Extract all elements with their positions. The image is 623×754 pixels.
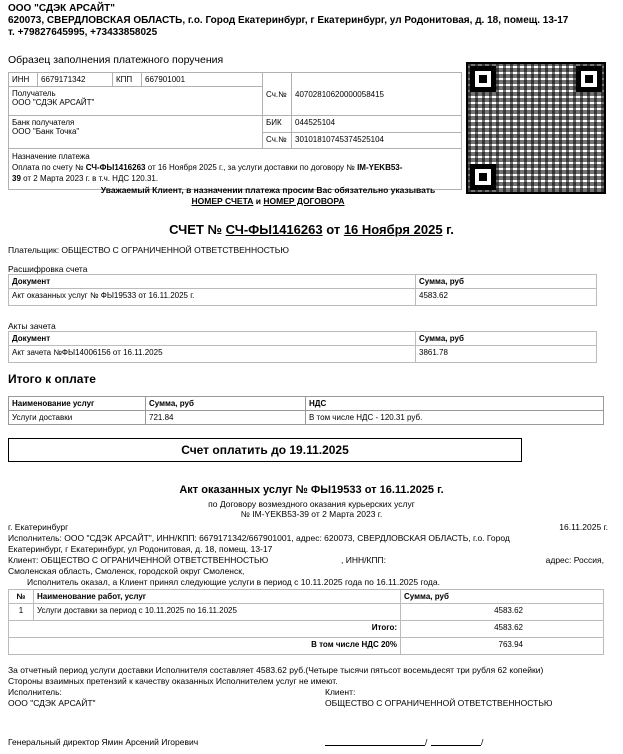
director: Генеральный директор Ямин Арсений Игоревич xyxy=(8,737,199,747)
offset-row-sum: 3861.78 xyxy=(416,346,597,363)
kpp-label: КПП xyxy=(113,73,142,87)
total-value: 4583.62 xyxy=(401,621,604,638)
act-sub2: № IM-YEKB53-39 от 2 Марта 2023 г. xyxy=(240,509,383,519)
act-sub1: по Договору возмездного оказания курьерских услуг xyxy=(208,499,415,509)
signature-line xyxy=(325,745,425,746)
vat-value: 763.94 xyxy=(401,638,604,655)
col-amount: Сумма, руб xyxy=(146,397,306,411)
act-client-c: адрес: Россия, xyxy=(545,555,604,565)
payment-notice-2: НОМЕР СЧЕТА и НОМЕР ДОГОВОРА xyxy=(191,196,345,206)
qr-code-icon xyxy=(466,62,606,194)
client-label: Клиент: xyxy=(325,687,356,697)
act-client-a: Клиент: ОБЩЕСТВО С ОГРАНИЧЕННОЙ ОТВЕТСТВЕННОСТЬЮ xyxy=(8,555,269,565)
service-amount: 721.84 xyxy=(146,411,306,425)
breakdown-label: Расшифровка счета xyxy=(8,264,88,274)
row-no: 1 xyxy=(9,604,34,621)
breakdown-row-doc: Акт оказанных услуг № ФЫ19533 от 16.11.2025 г. xyxy=(9,289,416,306)
breakdown-row-sum: 4583.62 xyxy=(416,289,597,306)
corr-value: 30101810745374525104 xyxy=(292,132,462,149)
slash-2: / xyxy=(481,737,484,747)
slash-1: / xyxy=(425,737,428,747)
inn-label: ИНН xyxy=(9,73,38,87)
kpp-value: 667901001 xyxy=(142,73,263,87)
company-name: ООО "СДЭК АРСАЙТ" xyxy=(8,3,115,14)
bik-value: 044525104 xyxy=(292,116,462,133)
col-doc: Документ xyxy=(9,332,416,346)
row-name: Услуги доставки за период с 10.11.2025 по 16.11.2025 xyxy=(34,604,401,621)
act-city: г. Екатеринбург xyxy=(8,522,69,532)
inn-value: 6679171342 xyxy=(38,73,113,87)
payment-notice-1: Уважаемый Клиент, в назначении платежа просим Вас обязательно указывать xyxy=(100,185,436,195)
col-sum: Сумма, руб xyxy=(416,332,597,346)
act-title: Акт оказанных услуг № ФЫ19533 от 16.11.2025 г. xyxy=(179,484,444,496)
act-para1: За отчетный период услуги доставки Исполнителя составляет 4583.62 руб.(Четыре тысячи пятьсот восемьдесят три рубля 62 копейки) xyxy=(8,665,544,675)
service-name: Услуги доставки xyxy=(9,411,146,425)
col-no: № xyxy=(9,590,34,604)
bank-label: Банк получателя xyxy=(12,118,75,127)
recipient-name: ООО "СДЭК АРСАЙТ" xyxy=(12,98,95,107)
bik-label: БИК xyxy=(263,116,292,133)
exec-label: Исполнитель: xyxy=(8,687,62,697)
exec-name: ООО "СДЭК АРСАЙТ" xyxy=(8,698,96,708)
account-label: Сч.№ xyxy=(263,73,292,116)
purpose-text: Оплата по счету № СЧ-ФЫ1416263 от 16 Ноября 2025 г., за услуги доставки по договору № IM-YEKB53- 39 от 2 Марта 2023 г. в т.ч. НДС 120.31. xyxy=(12,163,403,183)
act-client-2: Смоленская область, Смоленск, городской округ Смоленск, xyxy=(8,566,245,576)
breakdown-table xyxy=(8,274,597,306)
service-vat: В том числе НДС - 120.31 руб. xyxy=(306,411,604,425)
act-executor-2: Екатеринбург, г Екатеринбург, ул Родонитовая, д. 18, помещ. 13-17 xyxy=(8,544,273,554)
company-address: 620073, СВЕРДЛОВСКАЯ ОБЛАСТЬ, г.о. Город Екатеринбург, г Екатеринбург, ул Родонитовая, д. 18, помещ. 13-17 xyxy=(8,15,569,26)
offset-table xyxy=(8,331,597,363)
act-table xyxy=(8,589,604,655)
bank-name: ООО "Банк Точка" xyxy=(12,127,80,136)
col-sum: Сумма, руб xyxy=(401,590,604,604)
total-label: Итого: xyxy=(9,621,401,638)
purpose-label: Назначение платежа xyxy=(12,152,90,161)
sample-title: Образец заполнения платежного поручения xyxy=(8,54,224,66)
date-line xyxy=(431,745,481,746)
act-para2: Стороны взаимных претензий к качеству оказанных Исполнителем услуг не имеют. xyxy=(8,676,338,686)
col-vat: НДС xyxy=(306,397,604,411)
offset-row-doc: Акт зачета №ФЫ14006156 от 16.11.2025 xyxy=(9,346,416,363)
account-value: 40702810620000058415 xyxy=(292,73,462,116)
bank-details-table xyxy=(8,72,462,190)
corr-label: Сч.№ xyxy=(263,132,292,149)
act-executor-1: Исполнитель: ООО "СДЭК АРСАЙТ", ИНН/КПП: 6679171342/667901001, адрес: 620073, СВЕРДЛОВСКАЯ ОБЛАСТЬ, г.о. Город xyxy=(8,533,510,543)
total-title: Итого к оплате xyxy=(8,372,96,386)
company-phones: т. +79827645995, +73433858025 xyxy=(8,27,158,38)
col-sum: Сумма, руб xyxy=(416,275,597,289)
pay-until: Счет оплатить до 19.11.2025 xyxy=(8,438,522,462)
payer: Плательщик: ОБЩЕСТВО С ОГРАНИЧЕННОЙ ОТВЕТСТВЕННОСТЬЮ xyxy=(8,245,289,255)
recipient-label: Получатель xyxy=(12,89,56,98)
act-intro: Исполнитель оказал, а Клиент принял следующие услуги в период с 10.11.2025 года по 16.11.2025 года. xyxy=(27,577,440,587)
client-name: ОБЩЕСТВО С ОГРАНИЧЕННОЙ ОТВЕТСТВЕННОСТЬЮ xyxy=(325,698,553,708)
col-doc: Документ xyxy=(9,275,416,289)
offset-label: Акты зачета xyxy=(8,321,56,331)
col-name: Наименование работ, услуг xyxy=(34,590,401,604)
act-client-b: , ИНН/КПП: xyxy=(341,555,387,565)
row-sum: 4583.62 xyxy=(401,604,604,621)
invoice-title: СЧЕТ № СЧ-ФЫ1416263 от 16 Ноября 2025 г. xyxy=(169,222,454,237)
act-date: 16.11.2025 г. xyxy=(559,522,608,532)
col-service: Наименование услуг xyxy=(9,397,146,411)
total-table xyxy=(8,396,604,425)
vat-label: В том числе НДС 20% xyxy=(9,638,401,655)
